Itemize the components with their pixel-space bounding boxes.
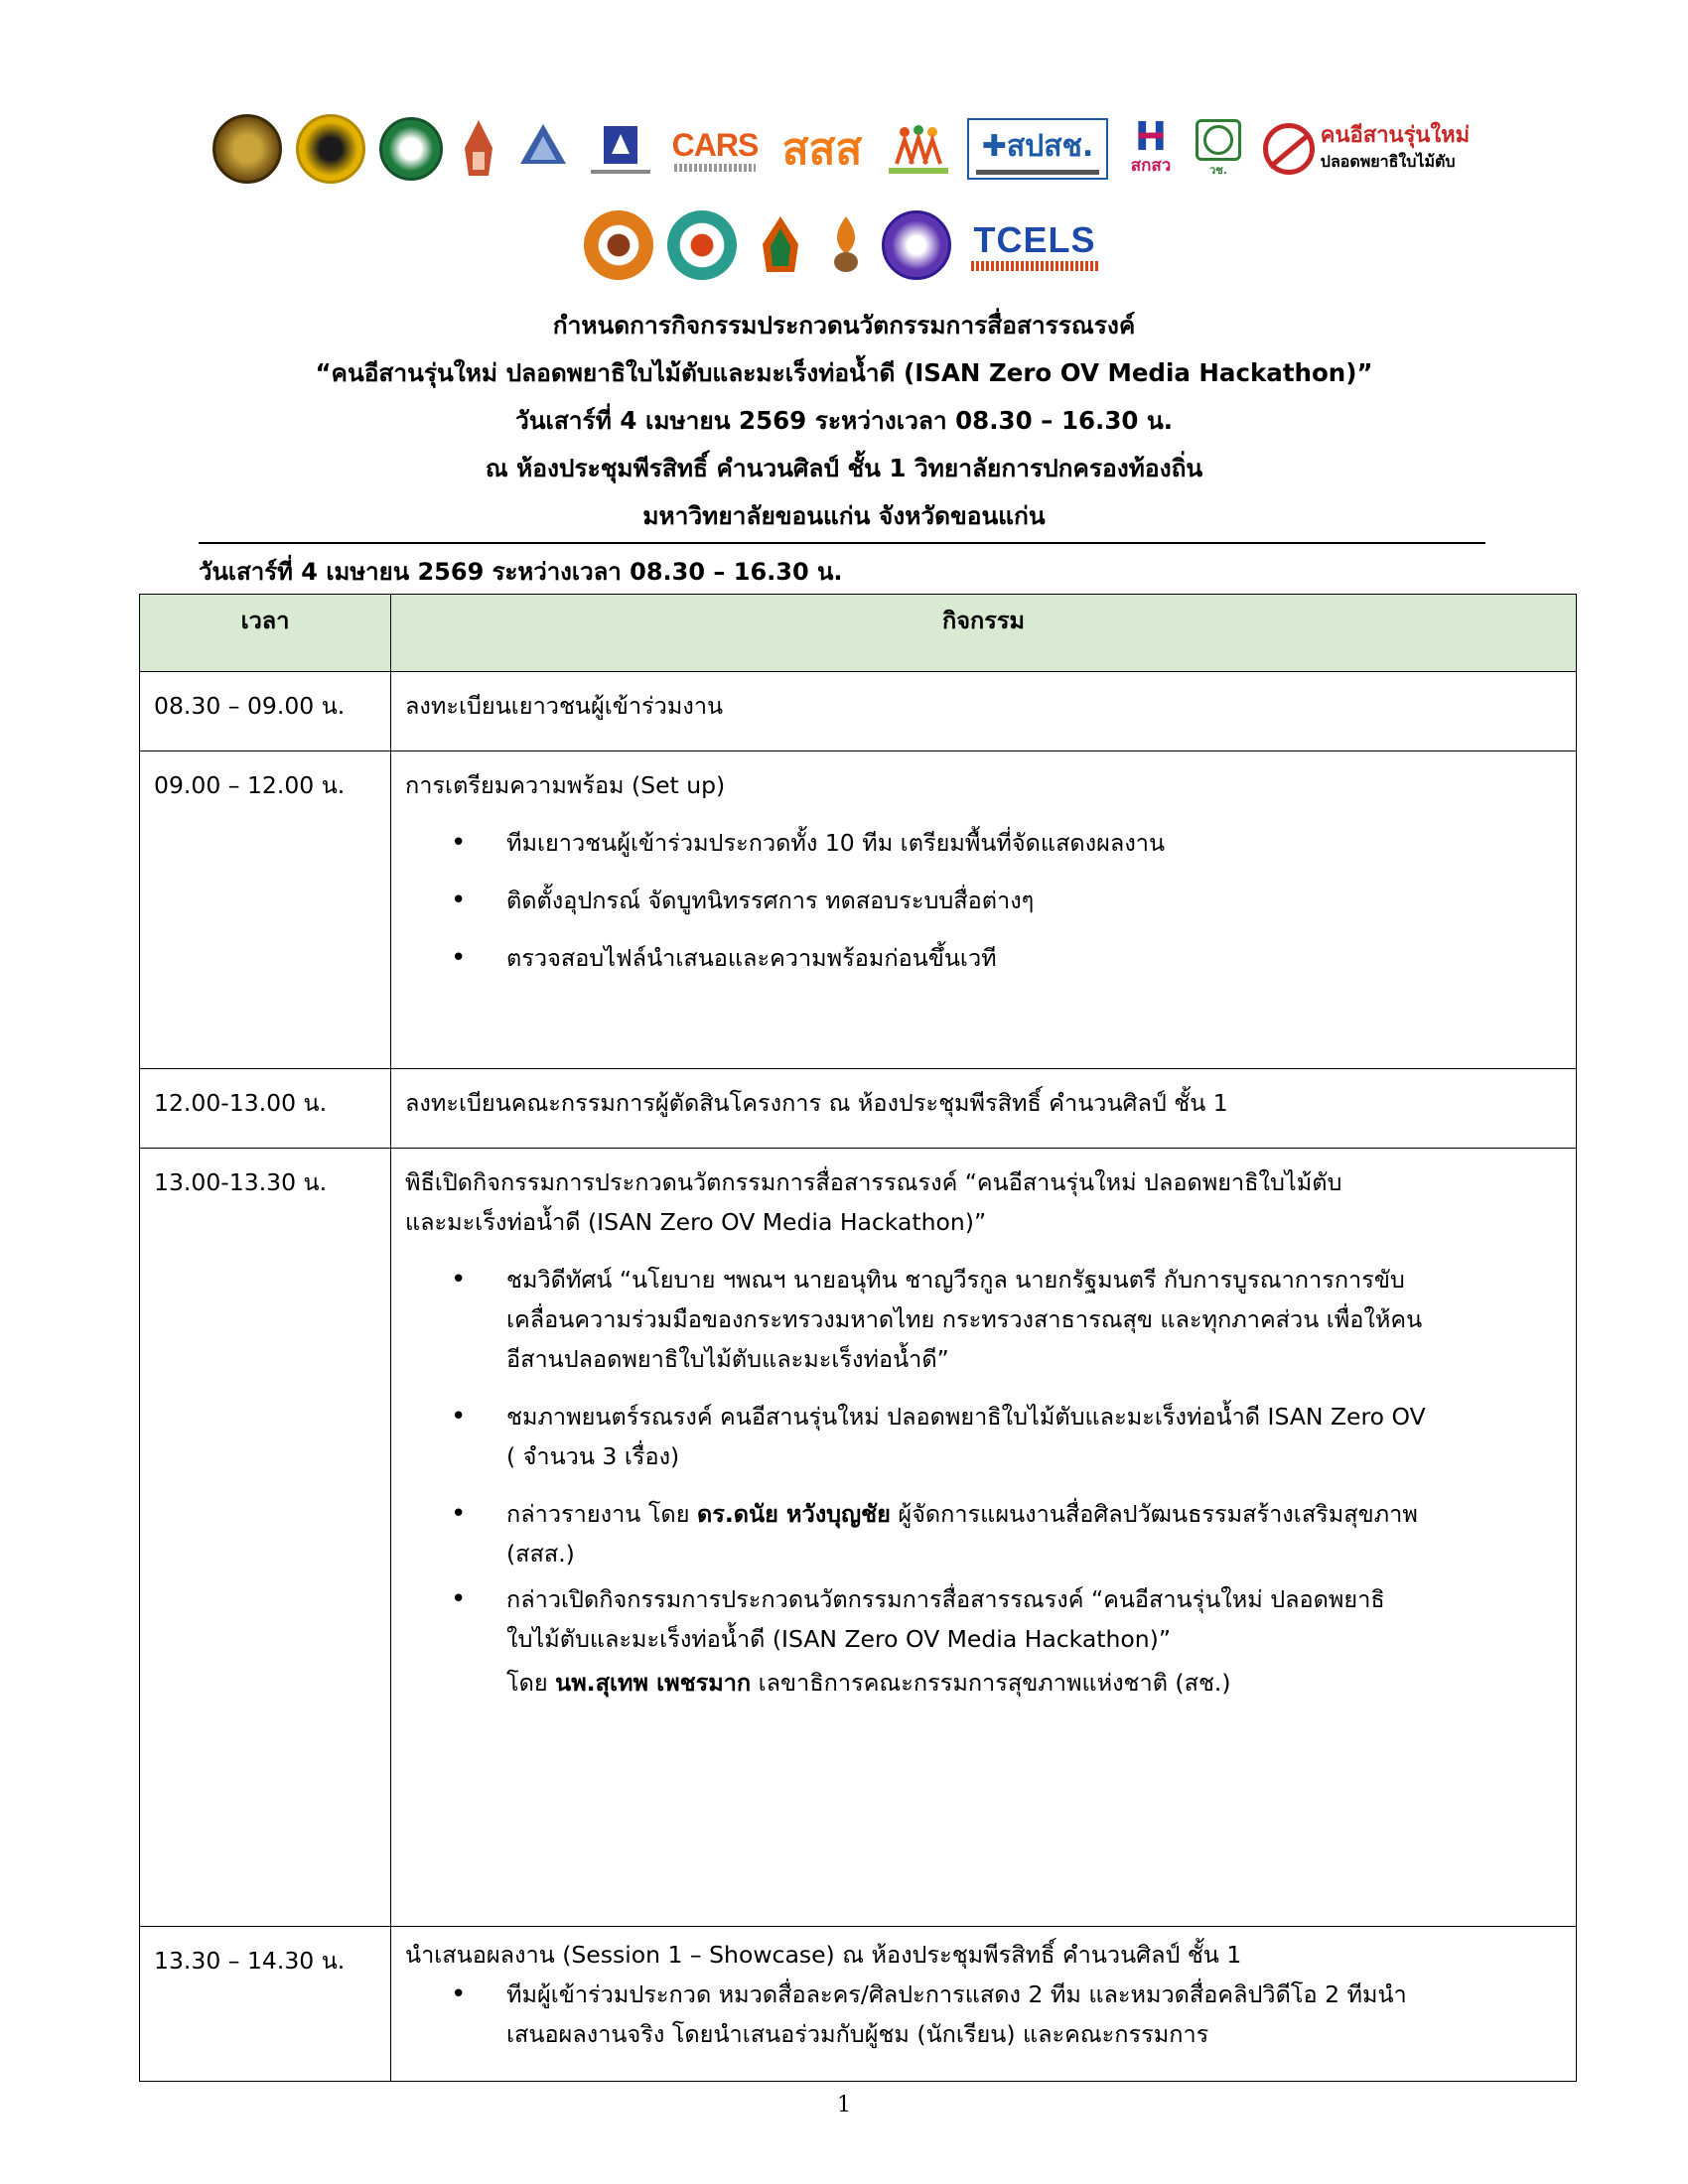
list-item-line (506, 1494, 1562, 1534)
list-item (405, 1579, 1562, 1703)
row-activity (391, 1927, 1577, 2082)
row-time: 08.30 – 09.00 น. (140, 672, 391, 751)
activity-text: ลงทะเบียนคณะกรรมการผู้ตัดสินโครงการ ณ ห้องประชุมพีรสิทธิ์ คำนวนศิลป์ ชั้น 1 (405, 1089, 1228, 1117)
logo-row-top (0, 111, 1688, 187)
row-activity (391, 751, 1577, 1069)
flame-emblem-logo (824, 215, 868, 275)
row-time: 12.00-13.00 น. (140, 1069, 391, 1149)
heading-title: กำหนดการกิจกรรมประกวดนวัตกรรมการสื่อสารรณรงค์ (552, 311, 1136, 340)
header-time: เวลา (140, 595, 391, 672)
page-number: 1 (837, 2093, 851, 2117)
text-span: โดย (506, 1669, 556, 1697)
cars-logo: CARS (669, 119, 761, 179)
list-item-line: อีสานปลอดพยาธิใบไม้ตับและมะเร็งท่อน้ำดี” (506, 1345, 949, 1373)
table-row (140, 1149, 1577, 1927)
speaker-name: นพ.สุเทพ เพชรมาก (555, 1669, 752, 1697)
tcels-logo: TCELS (965, 215, 1104, 275)
list-item (405, 1494, 1562, 1573)
list-item-line: เคลื่อนความร่วมมือของกระทรวงมหาดไทย กระทรวงสาธารณสุข และทุกภาคส่วน เพื่อให้คน (506, 1305, 1423, 1333)
list-item-line: • กล่าวเปิดกิจกรรมการประกวดนวัตกรรมการสื่อสารรณรงค์ “คนอีสานรุ่นใหม่ ปลอดพยาธิ (506, 1585, 1385, 1613)
schedule-table (139, 594, 1577, 2082)
list-item-line: • ทีมผู้เข้าร่วมประกวด หมวดสื่อละคร/ศิลปะการแสดง 2 ทีม และหมวดสื่อคลิปวิดีโอ 2 ทีมนำ (506, 1980, 1407, 2008)
list-item-line: ( จำนวน 3 เรื่อง) (506, 1442, 680, 1470)
table-row (140, 751, 1577, 1069)
garuda-seal-logo (296, 114, 365, 184)
table-header-row (140, 595, 1577, 672)
list-item-line: ใบไม้ตับและมะเร็งท่อน้ำดี (ISAN Zero OV Media Hackathon)” (506, 1625, 1172, 1653)
institute-logo (586, 119, 655, 179)
nrct-logo: วช. (1194, 119, 1243, 179)
row-time: 13.00-13.30 น. (140, 1149, 391, 1927)
text-span: เลขาธิการคณะกรรมการสุขภาพแห่งชาติ (สช.) (751, 1669, 1231, 1697)
thaihealth-logo: สสส (781, 124, 863, 175)
table-row (140, 1069, 1577, 1149)
row-activity (391, 1149, 1577, 1927)
ministry-seal-logo (212, 114, 282, 184)
people-activity-logo (884, 119, 953, 179)
row-time: 09.00 – 12.00 น. (140, 751, 391, 1069)
activity-text: นำเสนอผลงาน (Session 1 – Showcase) ณ ห้องประชุมพีรสิทธิ์ คำนวนศิลป์ ชั้น 1 (405, 1941, 1242, 1969)
list-item-line (506, 1663, 1562, 1703)
nhso-logo: ✚สปสช. (967, 118, 1108, 180)
list-item-line: (สสส.) (506, 1540, 575, 1568)
temple-emblem-logo (751, 215, 810, 275)
activity-text: การเตรียมความพร้อม (Set up) (405, 771, 726, 799)
list-item-line: • ชมวิดีทัศน์ “นโยบาย ฯพณฯ นายอนุทิน ชาญวีรกูล นายกรัฐมนตรี กับการบูรณาการการขับ (506, 1266, 1405, 1294)
university-emblem-logo (457, 119, 500, 179)
document-heading (0, 302, 1688, 540)
heading-university: มหาวิทยาลัยขอนแก่น จังหวัดขอนแก่น (642, 501, 1046, 530)
list-item: • ทีมเยาวชนผู้เข้าร่วมประกวดทั้ง 10 ทีม เตรียมพื้นที่จัดแสดงผลงาน (405, 823, 1562, 863)
heading-date: วันเสาร์ที่ 4 เมษายน 2569 ระหว่างเวลา 08.30 – 16.30 น. (514, 406, 1174, 435)
text-span: ผู้จัดการแผนงานสื่อศิลปวัฒนธรรมสร้างเสริมสุขภาพ (890, 1500, 1418, 1528)
purple-seal-logo (882, 210, 951, 280)
activity-text-line: พิธีเปิดกิจกรรมการประกวดนวัตกรรมการสื่อสารรณรงค์ “คนอีสานรุ่นใหม่ ปลอดพยาธิใบไม้ตับ (405, 1168, 1342, 1196)
row-time: 13.30 – 14.30 น. (140, 1927, 391, 2082)
header-activity: กิจกรรม (391, 595, 1577, 672)
triangle-emblem-logo (514, 119, 572, 179)
speaker-name: ดร.ดนัย หวังบุญชัย (696, 1500, 891, 1528)
logo-row-bottom (0, 212, 1688, 278)
activity-text: ลงทะเบียนเยาวชนผู้เข้าร่วมงาน (405, 692, 724, 720)
list-item: • ตรวจสอบไฟล์นำเสนอและความพร้อมก่อนขึ้นเวที (405, 938, 1562, 978)
list-item (405, 1260, 1562, 1379)
public-health-logo (379, 117, 443, 181)
list-item: • ติดตั้งอุปกรณ์ จัดบูทนิทรรศการ ทดสอบระบบสื่อต่างๆ (405, 881, 1562, 920)
list-item (405, 1397, 1562, 1476)
text-span: กล่าวรายงาน โดย (506, 1500, 697, 1528)
list-item-line: เสนอผลงานจริง โดยนำเสนอร่วมกับผู้ชม (นักเรียน) และคณะกรรมการ (506, 2020, 1209, 2048)
row-activity (391, 672, 1577, 751)
schedule-date: วันเสาร์ที่ 4 เมษายน 2569 ระหว่างเวลา 08.30 – 16.30 น. (199, 558, 843, 586)
list-item (405, 1975, 1562, 2054)
tsri-logo: สกสว (1122, 119, 1180, 179)
heading-venue: ณ ห้องประชุมพีรสิทธิ์ คำนวนศิลป์ ชั้น 1 วิทยาลัยการปกครองท้องถิ่น (485, 454, 1203, 482)
liver-circle-logo-1 (584, 210, 653, 280)
heading-project-name: “คนอีสานรุ่นใหม่ ปลอดพยาธิใบไม้ตับและมะเร็งท่อน้ำดี (ISAN Zero OV Media Hackathon)” (315, 358, 1373, 387)
activity-text-line: และมะเร็งท่อน้ำดี (ISAN Zero OV Media Hackathon)” (405, 1208, 987, 1236)
row-activity (391, 1069, 1577, 1149)
table-row (140, 1927, 1577, 2082)
isan-zero-ov-logo: คนอีสานรุ่นใหม่ ปลอดพยาธิใบไม้ตับ (1257, 119, 1476, 179)
heading-divider (199, 542, 1485, 544)
liver-circle-logo-2 (667, 210, 737, 280)
list-item-line: • ชมภาพยนตร์รณรงค์ คนอีสานรุ่นใหม่ ปลอดพยาธิใบไม้ตับและมะเร็งท่อน้ำดี ISAN Zero OV (506, 1403, 1426, 1431)
table-row (140, 672, 1577, 751)
